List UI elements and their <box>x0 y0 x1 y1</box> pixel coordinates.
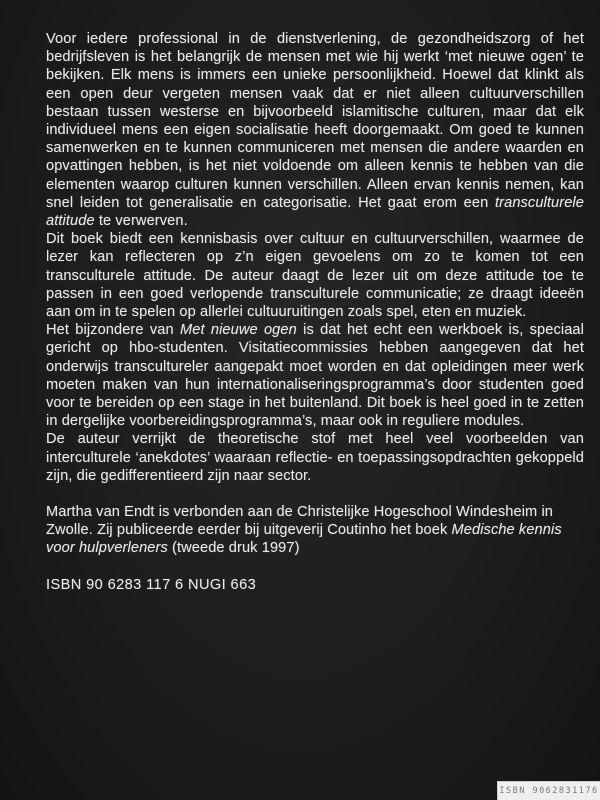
blurb-text <box>46 30 584 594</box>
barcode-sticker: ISBN 9062831176 <box>497 781 600 800</box>
isbn-line: ISBN 90 6283 117 6 NUGI 663 <box>46 576 257 593</box>
emphasis-transculturele-attitude: transculturele attitude <box>46 194 584 230</box>
emphasis-previous-book-title: Medische kennis voor hulpverleners <box>46 522 562 557</box>
blurb-paragraph-4: De auteur verrijkt de theoretische stof met heel veel voorbeelden van interculturele ‘anekdotes’ waaraan reflectie- en toepassingsopdrachten gekoppeld zijn, die gedifferentieerd zijn naar sector. <box>46 431 584 484</box>
blurb-paragraph-1: Voor iedere professional in de dienstverlening, de gezondheidszorg of het bedrijfsleven is het belangrijk de mensen met wie hij werkt ‘met nieuwe ogen’ te bekijken. Elk mens is immers een unieke persoonlijkheid. Hoewel dat klinkt als een open deur vergeten mensen vaak dat er niet alleen cultuurverschillen bestaan tussen westerse en bijvoorbeeld islamitische culturen, maar dat elk individueel mens een eigen socialisatie heeft doorgemaakt. Om goed te kunnen samenwerken en te kunnen communiceren met mensen die andere waarden en opvattingen hebben, is het niet voldoende om alleen kennis te hebben van die elementen waarop culturen kunnen verschillen. Alleen ervan kennis nemen, kan snel leiden tot generalisatie en categorisatie. Het gaat erom een transculturele attitude te verwerven. <box>46 31 584 230</box>
blurb-paragraph-3: Het bijzondere van Met nieuwe ogen is dat het echt een werkboek is, speciaal gericht op hbo-studenten. Visitatiecommissies hebben aangegeven dat het onderwijs transcultureler aangepakt moet worden en dat opleidingen meer werk moeten maken van hun internationaliseringsprogramma’s door studenten goed voor te bereiden op een stage in het buitenland. Dit boek is heel goed in te zetten in dergelijke voorbereidingsprogramma’s, maar ook in reguliere modules. <box>46 322 584 430</box>
author-note: Martha van Endt is verbonden aan de Christelijke Hogeschool Windesheim in Zwolle. Zij publiceerde eerder bij uitgeverij Coutinho het boek Medische kennis voor hulpverleners (tweede druk 1997) <box>46 504 562 557</box>
emphasis-book-title: Met nieuwe ogen <box>179 322 297 339</box>
blurb-paragraph-2: Dit boek biedt een kennisbasis over cultuur en cultuurverschillen, waarmee de lezer kan reflecteren op z’n eigen gevoelens om zo te komen tot een transculturele attitude. De auteur daagt de lezer uit om deze attitude toe te passen in een goed verlopende transculturele communicatie; ze draagt ideeën aan om in te spelen op allerlei cultuuruitingen zoals spel, eten en muziek. <box>46 231 584 321</box>
